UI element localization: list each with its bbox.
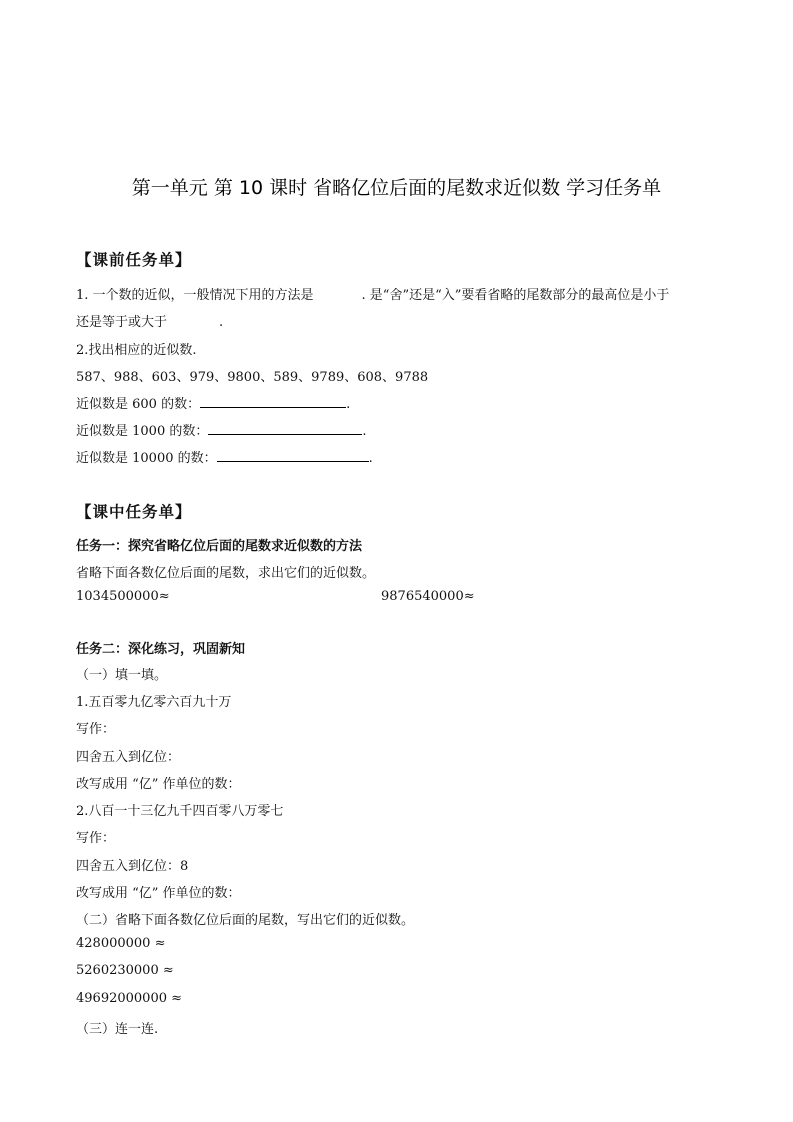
question-1-text-d: . (219, 315, 224, 330)
question-1-line-1 (76, 284, 669, 303)
approx-row-c: 49692000000 ≈ (76, 991, 183, 1006)
approx-600-period: . (346, 397, 351, 412)
task-1-left-number: 1034500000≈ (76, 589, 170, 604)
task-1-title: 任务一：探究省略亿位后面的尾数求近似数的方法 (76, 539, 363, 554)
approx-1000-period: . (362, 424, 367, 439)
approx-10000-label: 近似数是 10000 的数： (76, 451, 217, 466)
approx-10000-row (76, 447, 373, 466)
item-2-title: 2.八百一十三亿九千四百零八万零七 (76, 804, 284, 819)
item-1-round-label: 四舍五入到亿位： (76, 750, 181, 765)
question-1-text-c: 还是等于或大于 (76, 315, 168, 330)
approx-1000-row (76, 420, 367, 439)
item-1-rewrite-label: 改写成用 “亿” 作单位的数： (76, 777, 241, 792)
in-class-heading: 【课中任务单】 (76, 503, 192, 521)
approx-row-a: 428000000 ≈ (76, 936, 166, 951)
approx-1000-label: 近似数是 1000 的数： (76, 424, 209, 439)
item-2-rewrite-label: 改写成用 “亿” 作单位的数： (76, 886, 241, 901)
approx-600-blank[interactable] (200, 394, 346, 408)
pre-class-heading: 【课前任务单】 (76, 251, 192, 269)
part-3-heading: （三）连一连. (76, 1022, 159, 1037)
part-1-heading: （一）填一填。 (76, 668, 168, 683)
item-1-title: 1.五百零九亿零六百九十万 (76, 695, 232, 710)
approx-row-b: 5260230000 ≈ (76, 963, 174, 978)
part-2-heading: （二）省略下面各数亿位后面的尾数，写出它们的近似数。 (76, 913, 415, 928)
number-list: 587、988、603、979、9800、589、9789、608、9788 (76, 370, 429, 385)
question-2-title: 2.找出相应的近似数. (76, 343, 197, 358)
approx-1000-blank[interactable] (208, 421, 362, 435)
question-1-text-a: 1. 一个数的近似，一般情况下用的方法是 (76, 288, 314, 303)
approx-600-row (76, 393, 350, 412)
task-2-title: 任务二：深化练习，巩固新知 (76, 642, 246, 657)
approx-10000-blank[interactable] (217, 448, 369, 462)
page-title: 第一单元 第 10 课时 省略亿位后面的尾数求近似数 学习任务单 (131, 177, 662, 199)
task-1-instruction: 省略下面各数亿位后面的尾数，求出它们的近似数。 (76, 566, 376, 581)
approx-600-label: 近似数是 600 的数： (76, 397, 201, 412)
question-1-line-2 (76, 311, 223, 330)
question-1-text-b: . 是“舍”还是“入”要看省略的尾数部分的最高位是小于 (361, 288, 670, 303)
item-1-write-label: 写作： (76, 722, 116, 737)
task-1-right-number: 9876540000≈ (381, 589, 475, 604)
item-2-round-label: 四舍五入到亿位：8 (76, 859, 189, 874)
item-2-write-label: 写作： (76, 831, 116, 846)
approx-10000-period: . (368, 451, 373, 466)
